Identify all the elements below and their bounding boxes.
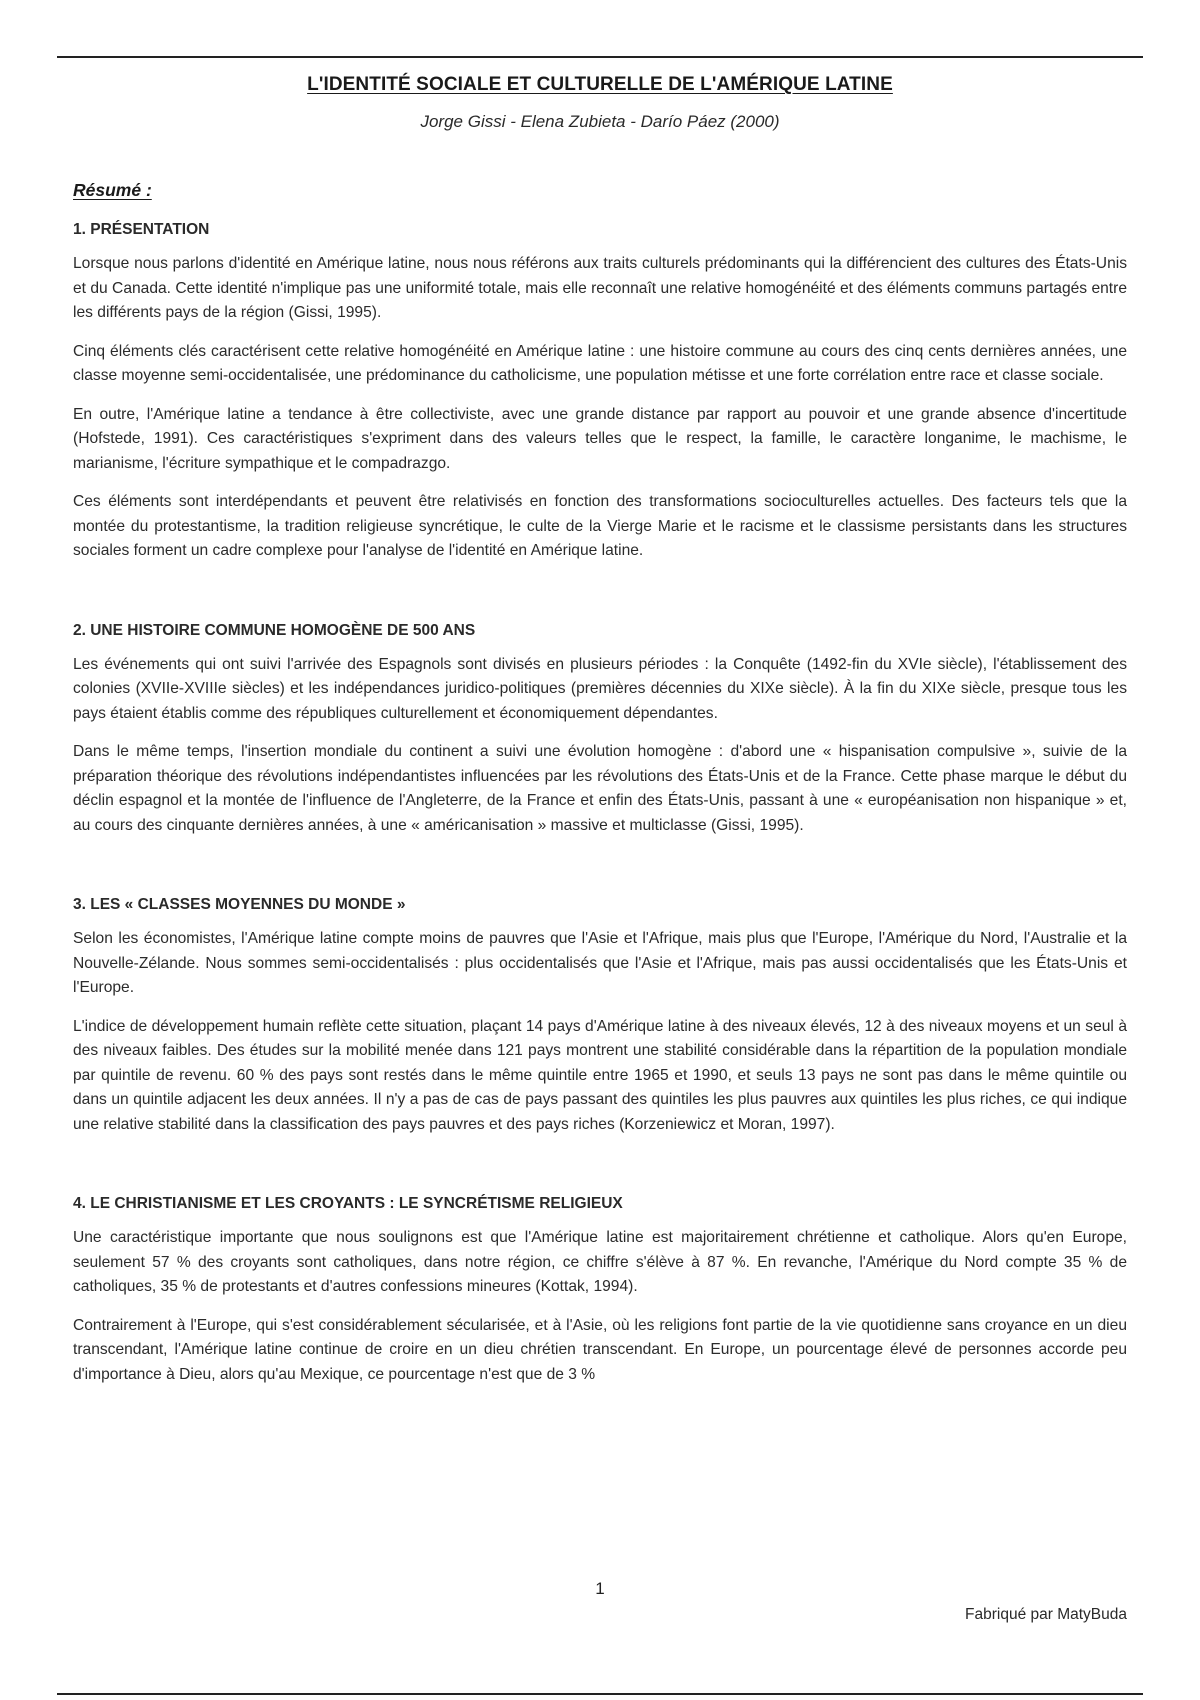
document-body	[73, 62, 1127, 1387]
summary-label: Résumé :	[73, 180, 152, 200]
section-presentation	[73, 221, 1127, 564]
paragraph: Lorsque nous parlons d'identité en Amérique latine, nous nous référons aux traits culturels prédominants qui la différencient des cultures des États-Unis et du Canada. Cette identité n'implique pas une uniformité totale, mais elle reconnaît une relative homogénéité et des éléments communs partagés entre les différents pays de la région (Gissi, 1995).	[73, 255, 1127, 321]
section-heading: 4. LE CHRISTIANISME ET LES CROYANTS : LE SYNCRÉTISME RELIGIEUX	[73, 1195, 623, 1212]
paragraph: En outre, l'Amérique latine a tendance à être collectiviste, avec une grande distance par rapport au pouvoir et une grande absence d'incertitude (Hofstede, 1991). Ces caractéristiques s'expriment dans des valeurs telles que le respect, la famille, le caractère longanime, le machisme, le marianisme, l'écriture sympathique et le compadrazgo.	[73, 405, 1127, 472]
document-title: L'IDENTITÉ SOCIALE ET CULTURELLE DE L'AMÉRIQUE LATINE	[307, 74, 893, 95]
footer-credit: Fabriqué par MatyBuda	[965, 1606, 1127, 1623]
paragraph: Contrairement à l'Europe, qui s'est considérablement sécularisée, et à l'Asie, où les religions font partie de la vie quotidienne sans croyance en un dieu transcendant, l'Amérique latine continue de croire en un dieu chrétien transcendant. En Europe, un pourcentage élevé de personnes accorde peu d'importance à Dieu, alors qu'au Mexique, ce pourcentage n'est que de 3 %	[73, 1316, 1127, 1383]
page-number: 1	[595, 1579, 605, 1598]
section-heading: 1. PRÉSENTATION	[73, 221, 210, 238]
paragraph: Ces éléments sont interdépendants et peuvent être relativisés en fonction des transformations socioculturelles actuelles. Des facteurs tels que la montée du protestantisme, la tradition religieuse syncrétique, le culte de la Vierge Marie et le racisme et le classisme persistants dans les structures sociales forment un cadre complexe pour l'analyse de l'identité en Amérique latine.	[73, 493, 1127, 559]
paragraph: L'indice de développement humain reflète cette situation, plaçant 14 pays d'Amérique latine à des niveaux élevés, 12 à des niveaux moyens et un seul à des niveaux faibles. Des études sur la mobilité menée dans 121 pays montrent une stabilité considérable dans la répartition de la population mondiale par quintile de revenu. 60 % des pays sont restés dans le même quintile entre 1965 et 1990, et seuls 13 pays ne sont pas dans le même quintile ou dans un quintile adjacent les deux années. Il n'y a pas de cas de pays passant des quintiles les plus pauvres aux quintiles les plus riches, ce qui indique une relative stabilité dans la classification des pays pauvres et des pays riches (Korzeniewicz et Moran, 1997).	[73, 1017, 1127, 1133]
paragraph: Une caractéristique importante que nous soulignons est que l'Amérique latine est majoritairement chrétienne et catholique. Alors qu'en Europe, seulement 57 % des croyants sont catholiques, dans notre région, ce chiffre s'élève à 87 %. En revanche, l'Amérique du Nord compte 35 % de catholiques, 35 % de protestants et d'autres confessions mineures (Kottak, 1994).	[73, 1229, 1127, 1295]
section-common-history	[73, 622, 1127, 839]
section-heading: 3. LES « CLASSES MOYENNES DU MONDE »	[73, 896, 406, 913]
top-rule	[57, 56, 1143, 58]
bottom-rule	[57, 1693, 1143, 1695]
paragraph: Dans le même temps, l'insertion mondiale du continent a suivi une évolution homogène : d'abord une « hispanisation compulsive », suivie de la préparation théorique des révolutions indépendantistes influencées par les révolutions des États-Unis et de la France. Cette phase marque le début du déclin espagnol et la montée de l'influence de l'Angleterre, de la France et enfin des États-Unis, passant à une « européanisation non hispanique » et, au cours des cinquante dernières années, à une « américanisation » massive et multiclasse (Gissi, 1995).	[73, 743, 1127, 834]
paragraph: Les événements qui ont suivi l'arrivée des Espagnols sont divisés en plusieurs périodes : la Conquête (1492-fin du XVIe siècle), l'établissement des colonies (XVIIe-XVIIIe siècles) et les indépendances juridico-politiques (premières décennies du XIXe siècle). À la fin du XIXe siècle, presque tous les pays étaient établis comme des républiques culturellement et économiquement dépendantes.	[73, 655, 1127, 722]
section-middle-classes	[73, 896, 1127, 1137]
document-authors: Jorge Gissi - Elena Zubieta - Darío Páez (2000)	[420, 112, 780, 131]
paragraph: Selon les économistes, l'Amérique latine compte moins de pauvres que l'Asie et l'Afrique, mais plus que l'Europe, l'Amérique du Nord, l'Australie et la Nouvelle-Zélande. Nous sommes semi-occidentalisés : plus occidentalisés que l'Asie et l'Afrique, mais pas aussi occidentalisés que les États-Unis et l'Europe.	[73, 930, 1127, 996]
section-christianity	[73, 1195, 1127, 1387]
section-heading: 2. UNE HISTOIRE COMMUNE HOMOGÈNE DE 500 ANS	[73, 621, 476, 639]
paragraph: Cinq éléments clés caractérisent cette relative homogénéité en Amérique latine : une histoire commune au cours des cinq cents dernières années, une classe moyenne semi-occidentalisée, une prédominance du catholicisme, une population métisse et une forte corrélation entre race et classe sociale.	[73, 342, 1127, 384]
